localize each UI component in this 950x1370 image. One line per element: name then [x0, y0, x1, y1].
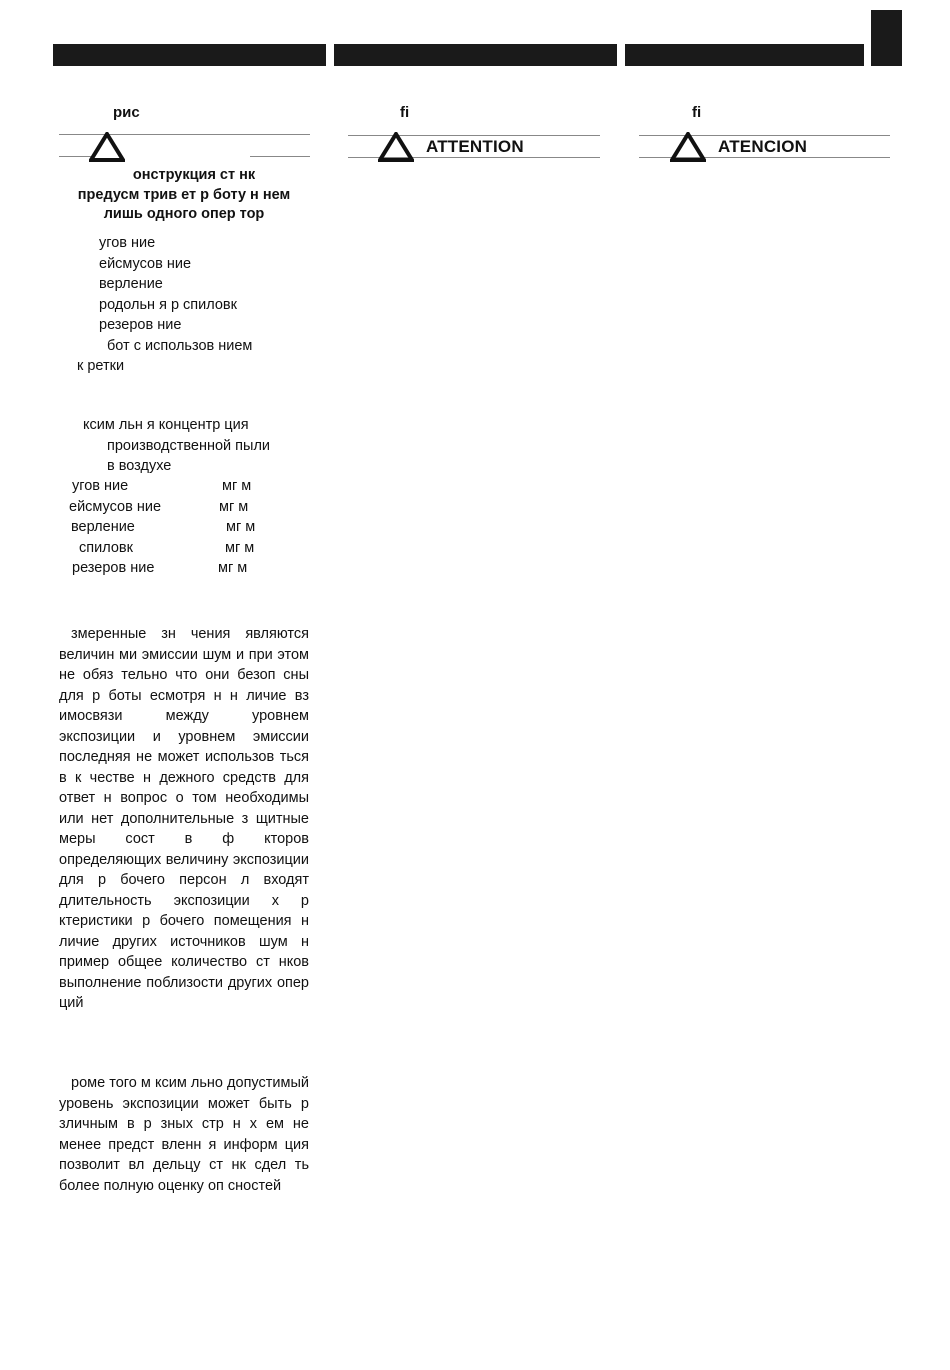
dust-operation: резеров ние — [72, 560, 155, 576]
fig-label-ru: рис — [113, 104, 140, 121]
operation-item: резеров ние — [99, 317, 182, 333]
dust-row — [59, 497, 309, 518]
dust-row — [59, 558, 309, 579]
operation-item: ейсмусов ние — [99, 255, 192, 272]
warning-label-fr: ATTENTION — [426, 137, 524, 156]
dust-row — [59, 538, 309, 559]
operation-item: угов ние — [99, 235, 156, 251]
warning-row-ru — [89, 132, 129, 162]
warning-row-es — [670, 132, 890, 162]
intro-line: лишь одного опер тор — [103, 206, 265, 222]
dust-operation: спиловк — [79, 539, 133, 556]
noise-paragraph-1: змеренные зн чения являются величин ми эмиссии шум и при этом не обяз тельно что они безоп сны для р боты есмотря н н личие вз имосвязи между уровнем экспозиции и уровнем эмиссии последняя не может использов ться в к честве н дежного средств для ответ н вопрос о том необходимы или нет дополнительные з щитные меры сост в ф кторов определяющих величину экспозиции для р бочего персон л входят длительность экспозиции х р ктеристики р бочего помещения н личие других источников шум н пример общее количество ст нков выполнение поблизости других опер ций — [59, 626, 309, 1011]
operation-item: бот с использов нием — [107, 337, 253, 354]
header-bar-3 — [625, 44, 864, 66]
intro-text — [59, 166, 309, 225]
warning-triangle-icon — [378, 132, 414, 162]
operation-item: верление — [99, 276, 163, 292]
warning-label-es: ATENCION — [718, 137, 808, 156]
dust-unit: мг м — [226, 519, 256, 535]
fig-label-es: fi — [692, 104, 702, 121]
dust-title-line: в воздухе — [107, 458, 172, 474]
dust-operation: верление — [71, 519, 135, 535]
dust-title — [59, 415, 309, 477]
intro-line: онструкция ст нк — [132, 167, 256, 183]
dust-operation: ейсмусов ние — [69, 498, 162, 515]
header-bar-2 — [334, 44, 617, 66]
dust-table — [59, 476, 309, 579]
operation-item: родольн я р спиловк — [99, 296, 237, 313]
dust-operation: угов ние — [72, 478, 129, 494]
dust-unit: мг м — [218, 560, 248, 576]
dust-row — [59, 517, 309, 538]
fig-label-fr: fi — [400, 104, 410, 121]
header-bar-1 — [53, 44, 326, 66]
warning-rule-bottom-ru-right — [250, 156, 310, 157]
dust-row — [59, 476, 309, 497]
warning-triangle-icon — [89, 132, 125, 162]
intro-line: предусм трив ет р боту н нем — [77, 186, 291, 203]
warning-row-fr — [378, 132, 600, 162]
dust-title-line: ксим льн я концентр ция — [83, 417, 249, 433]
dust-unit: мг м — [219, 498, 249, 515]
page-edge-tab — [871, 10, 902, 66]
warning-rule-bottom-ru-left — [59, 156, 91, 157]
noise-paragraph-2: роме того м ксим льно допустимый уровень экспозиции может быть р зличным в р зных стр н х ем не менее предст вленн я информ ция позволит вл дельцу ст нк сдел ть более полную оценку оп сностей — [59, 1075, 309, 1194]
dust-unit: мг м — [225, 539, 255, 556]
operation-item: к ретки — [77, 358, 125, 374]
dust-unit: мг м — [222, 478, 252, 494]
operations-list — [59, 233, 309, 377]
dust-title-line: производственной пыли — [107, 437, 271, 454]
warning-triangle-icon — [670, 132, 706, 162]
